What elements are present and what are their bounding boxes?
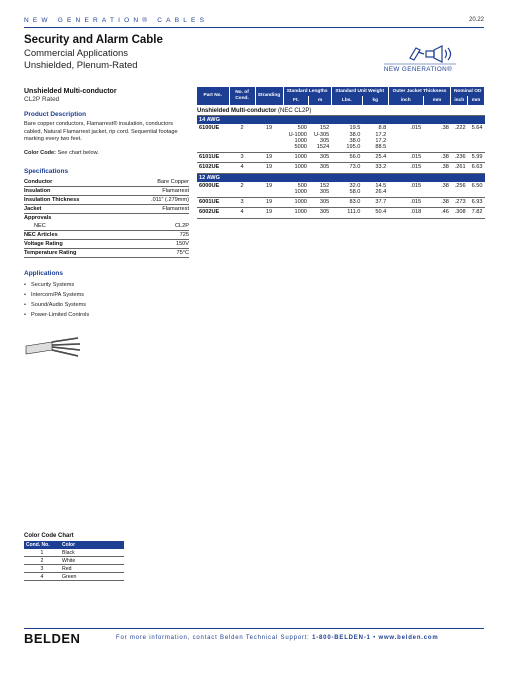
product-table — [197, 87, 485, 219]
color-code-text: See chart below. — [57, 149, 99, 156]
jacket-inch: .015 — [388, 198, 423, 208]
weight-lbs-line: 195.0 — [346, 144, 361, 151]
od-inch: .273 — [451, 198, 468, 208]
spec-row — [24, 248, 189, 257]
weight-lbs — [331, 124, 362, 152]
weight-kg-line: 8.8 — [378, 125, 387, 132]
length-m-line: 305 — [319, 154, 330, 161]
color-code-label: Color Code: — [24, 149, 57, 156]
length-ft-line: 1000 — [294, 154, 307, 161]
col-part-no: Part No. — [197, 87, 229, 105]
page-number: 20.22 — [468, 17, 484, 23]
part-number: 6101UE — [197, 153, 229, 163]
spec-row — [24, 204, 189, 213]
logo-text: NEW GENERATION® — [383, 66, 453, 73]
spec-value: CL2P — [122, 222, 189, 231]
od-inch: .236 — [451, 153, 468, 163]
belden-logo: BELDEN — [24, 631, 81, 646]
col-jacket-inch: inch — [388, 96, 423, 105]
table-row — [197, 182, 485, 198]
weight-kg-line: 50.4 — [375, 209, 387, 216]
cable-illustration — [22, 336, 82, 368]
table-row — [24, 557, 124, 565]
spec-value: .011" (.279mm) — [122, 195, 189, 204]
spec-value: 75°C — [122, 248, 189, 257]
od-inch: .222 — [451, 124, 468, 152]
color-code-note — [24, 150, 189, 156]
col-lbs: Lbs. — [331, 96, 362, 105]
stranding-value: 19 — [255, 163, 283, 173]
conductor-count: 2 — [229, 124, 255, 152]
length-ft-line: 1000 — [294, 199, 307, 206]
weight-lbs — [331, 182, 362, 198]
length-m — [309, 182, 331, 198]
table-row — [24, 573, 124, 581]
length-ft — [283, 182, 309, 198]
od-inch: .308 — [451, 208, 468, 218]
table-row — [197, 163, 485, 173]
weight-kg-line: 26.4 — [375, 189, 387, 196]
cond-color: Red — [60, 565, 124, 573]
weight-lbs-line: 56.0 — [349, 154, 361, 161]
length-ft — [283, 208, 309, 218]
weight-kg — [362, 182, 388, 198]
spec-value: Flamarrest — [122, 186, 189, 195]
weight-kg-line: 17.2 — [375, 137, 387, 144]
jacket-mm: .38 — [423, 198, 451, 208]
length-m — [309, 198, 331, 208]
table-row — [197, 208, 485, 218]
length-m-line: 305 — [319, 137, 330, 144]
col-color: Color — [60, 541, 124, 549]
weight-kg-line: 88.5 — [375, 144, 387, 151]
col-no-cond: No. of Cond. — [229, 87, 255, 105]
table-row — [197, 153, 485, 163]
col-stranding: Stranding — [255, 87, 283, 105]
part-number: 6102UE — [197, 163, 229, 173]
cond-no: 4 — [24, 573, 60, 581]
weight-lbs-line: 32.0 — [349, 182, 361, 189]
col-standard-lengths: Standard Lengths — [283, 87, 331, 96]
table-row — [197, 124, 485, 152]
weight-lbs-line: 38.0 — [349, 137, 361, 144]
col-ft: Ft. — [283, 96, 309, 105]
length-m — [309, 124, 331, 152]
page-header — [24, 17, 484, 27]
series-name: NEW GENERATION® CABLES — [24, 17, 209, 24]
applications-title: Applications — [24, 269, 64, 277]
spec-value: Flamarrest — [122, 204, 189, 213]
left-column — [24, 88, 189, 320]
length-ft-line: 500 — [297, 182, 307, 189]
spec-label: Jacket — [24, 204, 122, 213]
weight-lbs-line: 19.5 — [349, 125, 361, 132]
col-kg: kg — [362, 96, 388, 105]
length-ft — [283, 163, 309, 173]
weight-lbs-line: 83.0 — [349, 199, 361, 206]
color-code-table — [24, 541, 124, 581]
length-m — [309, 163, 331, 173]
length-ft-line: 1000 — [294, 137, 307, 144]
group-note: (NEC CL2P) — [278, 108, 312, 114]
od-mm: 5.64 — [468, 124, 485, 152]
description-text: Bare copper conductors, Flamarrest® insulation, conductors cabled, Natural Flamarrest jacket, rip cord. Sequential footage marking every two feet. — [24, 121, 178, 143]
stranding-value: 19 — [255, 208, 283, 218]
color-chart-title: Color Code Chart — [24, 533, 74, 539]
new-generation-logo — [376, 42, 460, 76]
list-item: • Security Systems — [24, 280, 189, 290]
weight-kg-line: 33.2 — [375, 164, 387, 171]
length-m-line: 305 — [319, 199, 330, 206]
spec-label: Temperature Rating — [24, 248, 122, 257]
stranding-value: 19 — [255, 124, 283, 152]
group-heading — [197, 105, 485, 116]
spec-label: NEC — [24, 222, 122, 231]
awg-label: 12 AWG — [197, 173, 485, 182]
length-m-line: 1524 — [316, 144, 330, 151]
od-mm: 5.99 — [468, 153, 485, 163]
jacket-mm: .38 — [423, 163, 451, 173]
awg-label: 14 AWG — [197, 116, 485, 125]
weight-kg — [362, 198, 388, 208]
col-jacket-mm: mm — [423, 96, 451, 105]
spec-row — [24, 239, 189, 248]
page-subtitle-1: Commercial Applications — [24, 48, 129, 59]
spec-label: Voltage Rating — [24, 239, 122, 248]
conductor-count: 3 — [229, 153, 255, 163]
list-item: • Sound/Audio Systems — [24, 300, 189, 310]
length-m — [309, 153, 331, 163]
footer-rule — [24, 628, 484, 629]
spec-value: Bare Copper — [122, 178, 189, 187]
footer-separator: • — [370, 635, 379, 641]
part-number: 6001UE — [197, 198, 229, 208]
footer-contact — [116, 635, 439, 641]
col-unit-weight: Standard Unit Weight — [331, 87, 388, 96]
weight-lbs — [331, 208, 362, 218]
conductor-count: 4 — [229, 163, 255, 173]
spec-label: Insulation Thickness — [24, 195, 122, 204]
awg-heading — [197, 116, 485, 125]
spec-row — [24, 230, 189, 239]
length-m-line: 305 — [319, 164, 330, 171]
list-item: • Power-Limited Controls — [24, 310, 189, 320]
col-od-inch: inch — [451, 96, 468, 105]
page-title: Security and Alarm Cable — [24, 34, 163, 46]
header-rule — [24, 27, 484, 28]
length-ft-line: 500 — [297, 125, 307, 132]
col-jacket: Outer Jacket Thickness — [388, 87, 451, 96]
weight-kg — [362, 124, 388, 152]
awg-heading — [197, 173, 485, 182]
weight-kg-line: 14.5 — [375, 182, 387, 189]
part-number: 6000UE — [197, 182, 229, 198]
cond-color: Black — [60, 549, 124, 557]
applications-list — [24, 280, 189, 320]
conductor-count: 4 — [229, 208, 255, 218]
weight-kg-line: 17.2 — [375, 131, 387, 138]
jacket-inch: .018 — [388, 208, 423, 218]
part-number: 6100UE — [197, 124, 229, 152]
stranding-value: 19 — [255, 153, 283, 163]
table-row — [24, 549, 124, 557]
jacket-mm: .38 — [423, 124, 451, 152]
spec-value: 725 — [122, 230, 189, 239]
length-m — [309, 208, 331, 218]
weight-kg-line: 25.4 — [375, 154, 387, 161]
weight-lbs — [331, 163, 362, 173]
spec-row — [24, 195, 189, 204]
jacket-mm: .38 — [423, 182, 451, 198]
spec-row — [24, 222, 189, 231]
length-ft-line: 1000 — [294, 164, 307, 171]
support-phone: 1-800-BELDEN-1 — [312, 635, 371, 641]
col-od-mm: mm — [468, 96, 485, 105]
od-mm: 6.93 — [468, 198, 485, 208]
weight-lbs-line: 58.0 — [349, 189, 361, 196]
od-mm: 6.63 — [468, 163, 485, 173]
product-rating: CL2P Rated — [24, 96, 60, 103]
color-code-chart — [24, 533, 124, 581]
spec-row — [24, 213, 189, 222]
jacket-inch: .015 — [388, 153, 423, 163]
cond-no: 3 — [24, 565, 60, 573]
table-row — [24, 565, 124, 573]
group-title: Unshielded Multi-conductor — [197, 108, 277, 114]
jacket-mm: .46 — [423, 208, 451, 218]
spec-value — [122, 213, 189, 222]
weight-lbs-line: 38.0 — [349, 131, 361, 138]
cond-color: Green — [60, 573, 124, 581]
jacket-inch: .015 — [388, 124, 423, 152]
product-heading: Unshielded Multi-conductor — [24, 88, 117, 95]
weight-kg — [362, 153, 388, 163]
stranding-value: 19 — [255, 198, 283, 208]
length-ft-line: 5000 — [294, 144, 307, 151]
website-link[interactable]: www.belden.com — [378, 635, 439, 641]
spec-label: Conductor — [24, 178, 122, 187]
length-ft-line: 1000 — [294, 189, 307, 196]
weight-lbs-line: 73.0 — [349, 164, 361, 171]
table-row — [197, 198, 485, 208]
list-item: • Intercom/PA Systems — [24, 290, 189, 300]
jacket-mm: .38 — [423, 153, 451, 163]
weight-lbs — [331, 153, 362, 163]
jacket-inch: .015 — [388, 163, 423, 173]
weight-lbs-line: 111.0 — [347, 209, 361, 216]
weight-lbs — [331, 198, 362, 208]
page-subtitle-2: Unshielded, Plenum-Rated — [24, 60, 138, 71]
col-nominal-od: Nominal OD — [451, 87, 485, 96]
cond-no: 1 — [24, 549, 60, 557]
specifications-title: Specifications — [24, 167, 69, 175]
spec-label: Insulation — [24, 186, 122, 195]
od-inch: .256 — [451, 182, 468, 198]
conductor-count: 2 — [229, 182, 255, 198]
length-m-line: 152 — [319, 182, 330, 189]
description-title: Product Description — [24, 111, 87, 118]
spec-value: 150V — [122, 239, 189, 248]
part-number: 6002UE — [197, 208, 229, 218]
stranding-value: 19 — [255, 182, 283, 198]
specifications-table — [24, 178, 189, 258]
length-ft-line: U-1000 — [288, 131, 307, 138]
col-cond-no: Cond. No. — [24, 541, 60, 549]
col-m: m — [309, 96, 331, 105]
od-inch: .261 — [451, 163, 468, 173]
weight-kg — [362, 163, 388, 173]
od-mm: 6.50 — [468, 182, 485, 198]
contact-prefix: For more information, contact Belden Technical Support: — [116, 635, 313, 641]
length-ft — [283, 153, 309, 163]
conductor-count: 3 — [229, 198, 255, 208]
length-ft — [283, 124, 309, 152]
jacket-inch: .015 — [388, 182, 423, 198]
spec-row — [24, 186, 189, 195]
cond-color: White — [60, 557, 124, 565]
length-m-line: 305 — [319, 209, 330, 216]
length-m-line: U-305 — [314, 131, 330, 138]
length-m-line: 305 — [319, 189, 330, 196]
spec-label: Approvals — [24, 214, 52, 221]
od-mm: 7.82 — [468, 208, 485, 218]
cond-no: 2 — [24, 557, 60, 565]
length-m-line: 152 — [319, 125, 330, 132]
megaphone-and-tools-icon — [376, 42, 460, 66]
spec-row — [24, 178, 189, 187]
weight-kg-line: 37.7 — [375, 199, 387, 206]
weight-kg — [362, 208, 388, 218]
length-ft — [283, 198, 309, 208]
spec-label: NEC Articles — [24, 230, 122, 239]
length-ft-line: 1000 — [294, 209, 307, 216]
